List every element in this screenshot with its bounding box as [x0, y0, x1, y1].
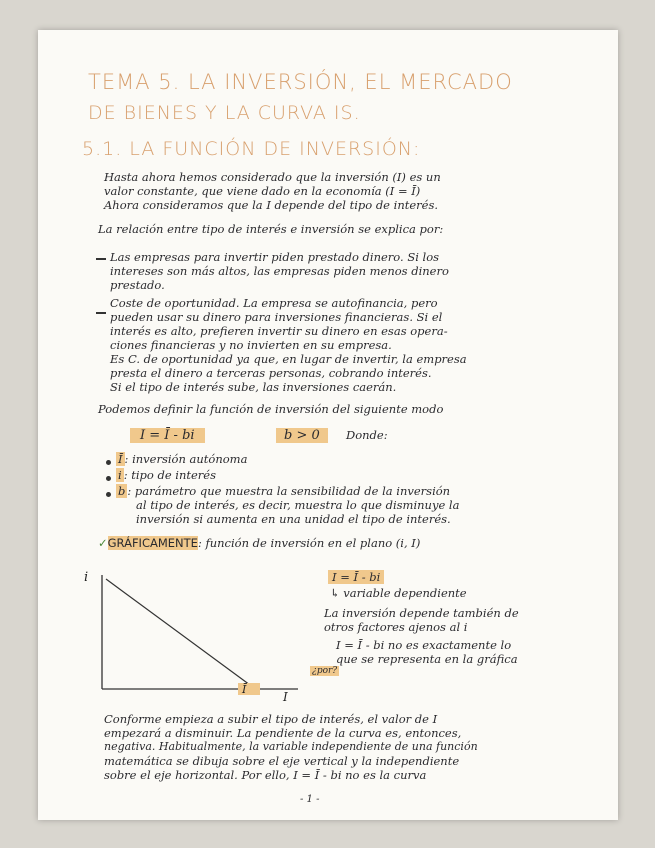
bullet1-line-1: Las empresas para invertir piden prestado dinero. Si los: [110, 250, 440, 264]
note-question: ¿por?: [312, 666, 338, 676]
investment-formula: I = Ī - bi: [130, 428, 205, 443]
dash-bullet-2: [96, 312, 106, 314]
x-axis-intercept-label: Ī: [242, 683, 247, 696]
term-row-2: [116, 468, 216, 482]
term-text: : parámetro que muestra la sensibilidad de la inversión: [127, 484, 451, 498]
term-symbol: b: [118, 484, 126, 498]
term-text: : inversión autónoma: [124, 452, 248, 466]
term-text: : tipo de interés: [123, 468, 216, 482]
graph-heading: [98, 536, 420, 550]
bullet2-line-6: presta el dinero a terceras personas, cobrando interés.: [110, 366, 432, 380]
title-line-2: DE BIENES Y LA CURVA IS.: [88, 102, 361, 124]
term-row-1: [116, 452, 247, 466]
title-line-1: TEMA 5. LA INVERSIÓN, EL MERCADO: [88, 70, 513, 94]
notebook-page: [38, 30, 618, 820]
define-line: Podemos definir la función de inversión del siguiente modo: [98, 402, 444, 416]
investment-graph: [78, 565, 308, 705]
bullet2-line-2: pueden usar su dinero para inversiones financieras. Si el: [110, 310, 443, 324]
checkmark-icon: ✓: [98, 536, 108, 550]
b-condition: b > 0: [276, 428, 328, 443]
graficamente-label: GRÁFICAMENTE: [107, 536, 198, 550]
note-line-1: La inversión depende también de: [324, 606, 519, 620]
dash-bullet-1: [96, 258, 106, 260]
section-title: 5.1. LA FUNCIÓN DE INVERSIÓN:: [82, 138, 421, 160]
bottom-line-4: matemática se dibuja sobre el eje vertical y la independiente: [104, 754, 460, 768]
intro-line-3: Ahora consideramos que la I depende del tipo de interés.: [104, 198, 439, 212]
bottom-line-2: empezará a disminuir. La pendiente de la curva es, entonces,: [104, 726, 462, 740]
term-symbol: i: [118, 468, 122, 482]
intro-line-1: Hasta ahora hemos considerado que la inversión (I) es un: [104, 170, 441, 184]
note-variable: ↳ variable dependiente: [330, 586, 467, 600]
bullet1-line-2: intereses son más altos, las empresas piden menos dinero: [110, 264, 449, 278]
bottom-line-1: Conforme empieza a subir el tipo de interés, el valor de I: [104, 712, 438, 726]
intro-line-2: valor constante, que viene dado en la economía (I = Ī): [104, 184, 421, 198]
note-line-2: otros factores ajenos al i: [324, 620, 468, 634]
term-row-3: [116, 484, 450, 498]
dot-bullet: [106, 460, 111, 465]
note-line-4: que se representa en la gráfica: [336, 652, 518, 666]
graph-description: : función de inversión en el plano (i, I): [197, 536, 421, 550]
term-symbol: Ī: [118, 452, 123, 466]
bullet1-line-3: prestado.: [110, 278, 165, 292]
investment-curve: [106, 579, 250, 685]
note-line-3: I = Ī - bi no es exactamente lo: [336, 638, 512, 652]
relation-line: La relación entre tipo de interés e inversión se explica por:: [98, 222, 444, 236]
bullet2-line-3: interés es alto, prefieren invertir su dinero en esas opera-: [110, 324, 448, 338]
bullet2-line-4: ciones financieras y no invierten en su empresa.: [110, 338, 392, 352]
note-formula: I = Ī - bi: [328, 570, 384, 584]
x-axis-label: I: [283, 690, 288, 704]
page-number: - 1 -: [300, 794, 320, 805]
dot-bullet: [106, 476, 111, 481]
bullet2-line-1: Coste de oportunidad. La empresa se autofinancia, pero: [110, 296, 438, 310]
bullet2-line-5: Es C. de oportunidad ya que, en lugar de invertir, la empresa: [110, 352, 467, 366]
bottom-line-5: sobre el eje horizontal. Por ello, I = Ī - bi no es la curva: [104, 768, 427, 782]
bullet2-line-7: Si el tipo de interés sube, las inversiones caerán.: [110, 380, 397, 394]
donde-label: Donde:: [346, 428, 388, 442]
b-continuation-1: al tipo de interés, es decir, muestra lo que disminuye la: [136, 498, 460, 512]
y-axis-label: i: [84, 570, 89, 585]
b-continuation-2: inversión si aumenta en una unidad el tipo de interés.: [136, 512, 451, 526]
bottom-line-3: negativa. Habitualmente, la variable independiente de una función: [104, 740, 478, 753]
dot-bullet: [106, 492, 111, 497]
